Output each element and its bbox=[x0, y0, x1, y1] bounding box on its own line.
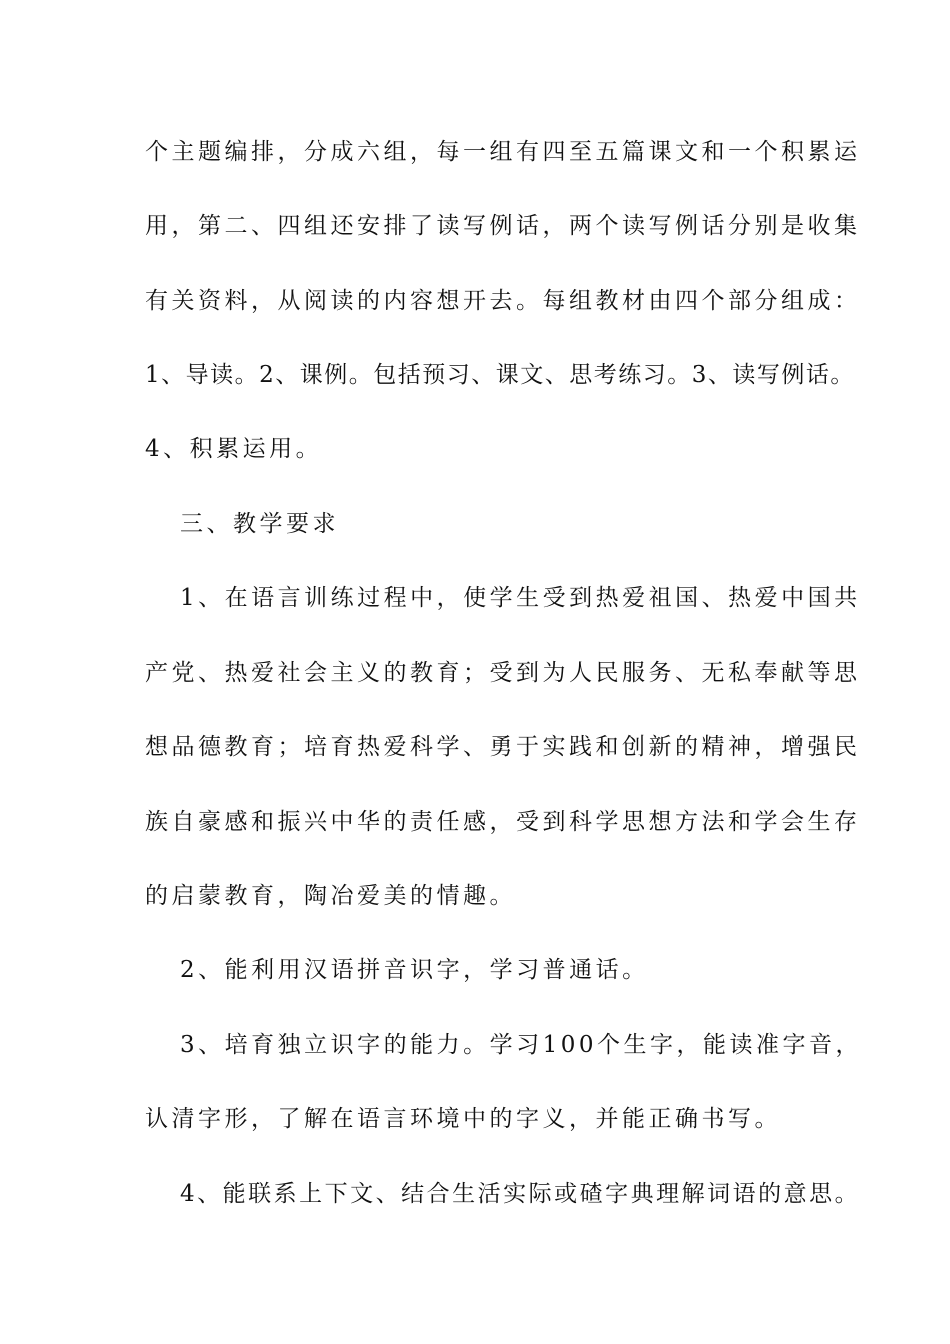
paragraph-line: 有关资料，从阅读的内容想开去。每组教材由四个部分组成： bbox=[145, 288, 861, 314]
paragraph-line: 个主题编排，分成六组，每一组有四至五篇课文和一个积累运 bbox=[145, 139, 861, 165]
paragraph-line: 想品德教育；培育热爱科学、勇于实践和创新的精神，增强民 bbox=[145, 734, 861, 760]
paragraph-line: 3、培育独立识字的能力。学习100个生字，能读准字音， bbox=[180, 1032, 863, 1058]
paragraph-line: 1、在语言训练过程中，使学生受到热爱祖国、热爱中国共 bbox=[180, 585, 861, 611]
paragraph-line: 4、积累运用。 bbox=[145, 436, 323, 462]
paragraph-line: 认清字形，了解在语言环境中的字义，并能正确书写。 bbox=[145, 1106, 781, 1132]
paragraph-line: 1、导读。2、课例。包括预习、课文、思考练习。3、读写例话。 bbox=[145, 362, 855, 388]
paragraph-line: 的启蒙教育，陶冶爱美的情趣。 bbox=[145, 883, 516, 909]
paragraph-line: 4、能联系上下文、结合生活实际或碴字典理解词语的意思。 bbox=[180, 1181, 861, 1207]
paragraph-line: 用，第二、四组还安排了读写例话，两个读写例话分别是收集 bbox=[145, 213, 861, 239]
paragraph-line: 2、能利用汉语拼音识字，学习普通话。 bbox=[180, 957, 649, 983]
paragraph-line: 族自豪感和振兴中华的责任感，受到科学思想方法和学会生存 bbox=[145, 809, 861, 835]
section-heading: 三、教学要求 bbox=[180, 511, 339, 537]
paragraph-line: 产党、热爱社会主义的教育；受到为人民服务、无私奉献等思 bbox=[145, 660, 861, 686]
